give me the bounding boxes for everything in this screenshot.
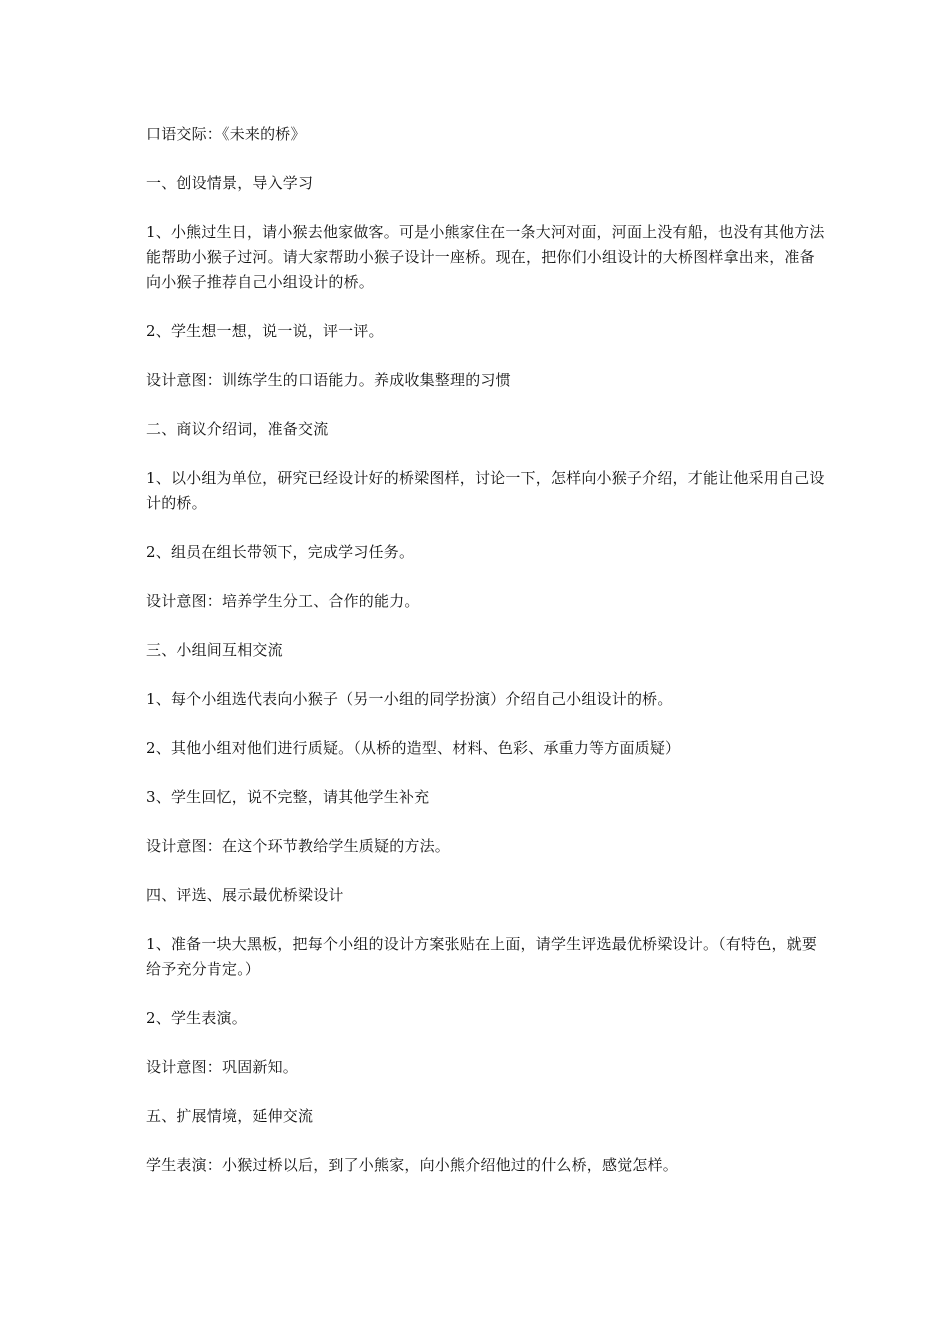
design-intent: 设计意图：巩固新知。 bbox=[146, 1058, 299, 1076]
document-body bbox=[146, 122, 826, 1202]
paragraph: 1、小熊过生日，请小猴去他家做客。可是小熊家住在一条大河对面，河面上没有船，也没有其他方法能帮助小猴子过河。请大家帮助小猴子设计一座桥。现在，把你们小组设计的大桥图样拿出来，准备向小猴子推荐自己小组设计的桥。 bbox=[146, 223, 825, 291]
paragraph: 2、学生想一想，说一说，评一评。 bbox=[146, 322, 384, 340]
design-intent: 设计意图：培养学生分工、合作的能力。 bbox=[146, 592, 420, 610]
section-heading-2: 二、商议介绍词，准备交流 bbox=[146, 420, 329, 438]
paragraph: 1、以小组为单位，研究已经设计好的桥梁图样，讨论一下，怎样向小猴子介绍，才能让他采用自己设计的桥。 bbox=[146, 469, 825, 512]
section-heading-3: 三、小组间互相交流 bbox=[146, 641, 283, 659]
paragraph: 2、组员在组长带领下，完成学习任务。 bbox=[146, 543, 415, 561]
section-heading-5: 五、扩展情境，延伸交流 bbox=[146, 1107, 314, 1125]
section-heading-4: 四、评选、展示最优桥梁设计 bbox=[146, 886, 344, 904]
design-intent: 设计意图：在这个环节教给学生质疑的方法。 bbox=[146, 837, 451, 855]
document-title: 口语交际：《未来的桥》 bbox=[146, 125, 306, 143]
paragraph: 1、准备一块大黑板，把每个小组的设计方案张贴在上面，请学生评选最优桥梁设计。（有特色，就要给予充分肯定。） bbox=[146, 935, 818, 978]
paragraph: 1、每个小组选代表向小猴子（另一小组的同学扮演）介绍自己小组设计的桥。 bbox=[146, 690, 673, 708]
section-heading-1: 一、创设情景，导入学习 bbox=[146, 174, 314, 192]
paragraph: 学生表演：小猴过桥以后，到了小熊家，向小熊介绍他过的什么桥，感觉怎样。 bbox=[146, 1156, 679, 1174]
paragraph: 3、学生回忆，说不完整，请其他学生补充 bbox=[146, 788, 430, 806]
paragraph: 2、其他小组对他们进行质疑。（从桥的造型、材料、色彩、承重力等方面质疑） bbox=[146, 739, 681, 757]
paragraph: 2、学生表演。 bbox=[146, 1009, 247, 1027]
design-intent: 设计意图：训练学生的口语能力。养成收集整理的习惯 bbox=[146, 371, 511, 389]
